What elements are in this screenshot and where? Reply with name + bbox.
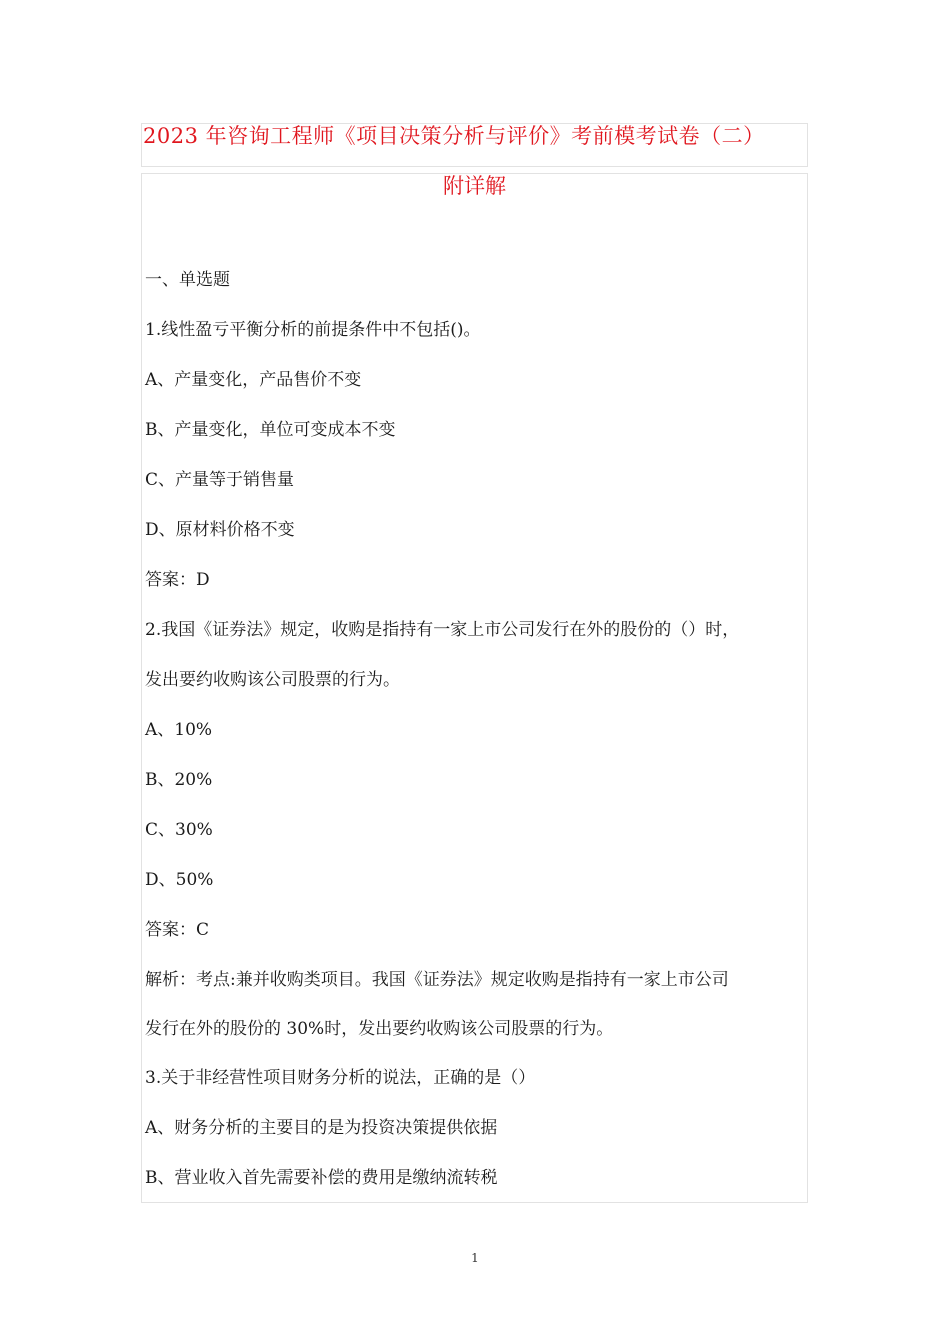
question-1-text: 1.线性盈亏平衡分析的前提条件中不包括()。: [145, 320, 481, 340]
question-3-text: 3.关于非经营性项目财务分析的说法，正确的是（）: [145, 1068, 536, 1088]
question-1-option-c: C、产量等于销售量: [145, 470, 295, 490]
question-1-option-d: D、原材料价格不变: [145, 520, 295, 540]
question-2-text: 2.我国《证券法》规定，收购是指持有一家上市公司发行在外的股份的（）时，: [145, 620, 740, 640]
question-2-explanation: 解析：考点:兼并收购类项目。我国《证券法》规定收购是指持有一家上市公司: [145, 970, 729, 990]
question-2-text-continued: 发出要约收购该公司股票的行为。: [145, 670, 400, 690]
question-2-option-d: D、50%: [145, 870, 214, 890]
document-title-continued: 附详解: [443, 174, 506, 198]
question-2-option-a: A、10%: [145, 720, 213, 740]
question-2-explanation-continued: 发行在外的股份的 30%时，发出要约收购该公司股票的行为。: [145, 1019, 614, 1039]
question-1-option-b: B、产量变化，单位可变成本不变: [145, 420, 396, 440]
question-2-option-b: B、20%: [145, 770, 213, 790]
question-1-option-a: A、产量变化，产品售价不变: [145, 370, 362, 390]
section-heading: 一、单选题: [145, 270, 230, 290]
question-2-answer: 答案：C: [145, 920, 210, 940]
question-3-option-a: A、财务分析的主要目的是为投资决策提供依据: [145, 1118, 498, 1138]
document-title: 2023 年咨询工程师《项目决策分析与评价》考前模考试卷（二）: [143, 124, 765, 148]
question-1-answer: 答案：D: [145, 570, 210, 590]
page-number: 1: [471, 1251, 479, 1265]
question-2-option-c: C、30%: [145, 820, 213, 840]
question-3-option-b: B、营业收入首先需要补偿的费用是缴纳流转税: [145, 1168, 498, 1188]
